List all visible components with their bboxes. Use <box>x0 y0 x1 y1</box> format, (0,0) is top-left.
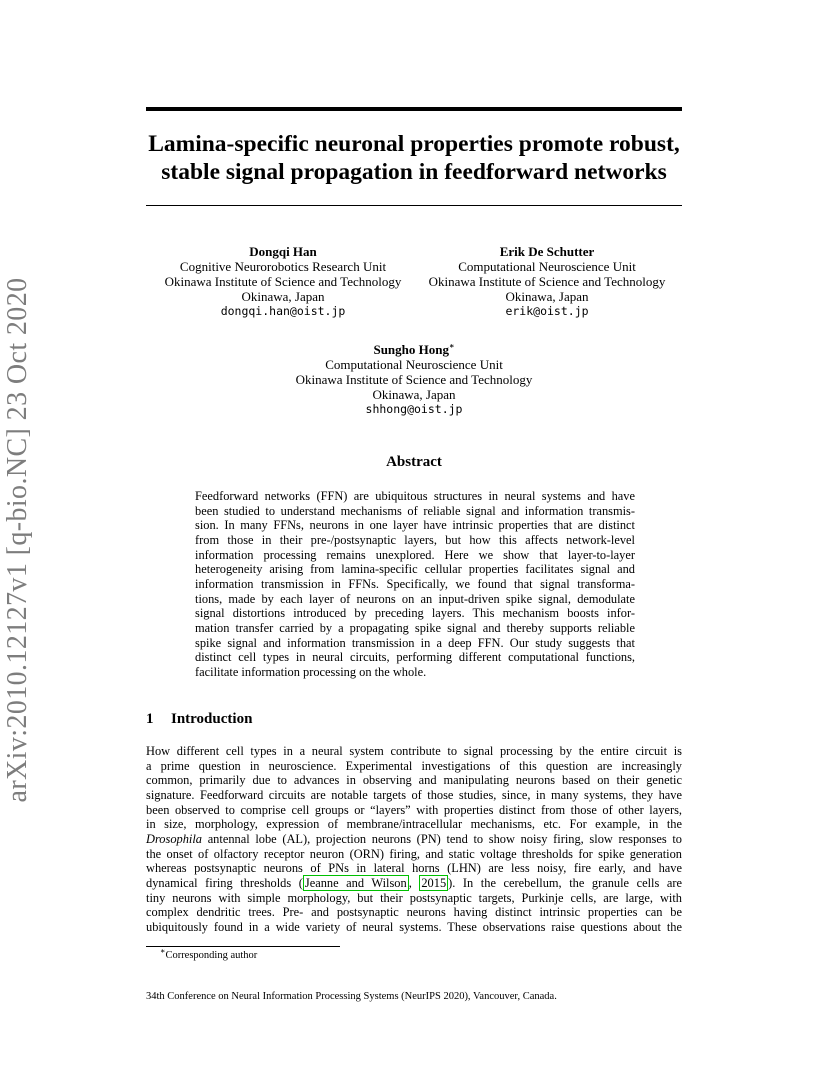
abstract-line: mation transfer carried by a propagating spike signal and thereby supports reliable <box>195 620 635 635</box>
author-location: Okinawa, Japan <box>372 387 456 402</box>
intro-line: signature. Feedforward circuits are notable targets of those studies, since, in many systems, they have <box>146 787 682 802</box>
author-block <box>414 244 680 319</box>
arxiv-identifier <box>2 277 46 803</box>
intro-line <box>146 876 682 891</box>
abstract-body <box>195 489 635 680</box>
introduction-body <box>146 744 682 935</box>
intro-line: complex dendritic trees. Pre- and postsynaptic neurons having distinct intrinsic properties can be <box>146 905 682 920</box>
footnote <box>160 946 258 961</box>
title-line: Lamina-specific neuronal properties promote robust, <box>148 131 680 157</box>
abstract-line: heterogeneity arising from lamina-specific cellular properties facilitates signal and <box>195 562 635 577</box>
abstract-line: tions, made by each layer of neurons on an input-driven spike signal, demodulate <box>195 591 635 606</box>
author-affiliation: Okinawa Institute of Science and Technology <box>164 274 402 289</box>
citation-separator: , <box>408 875 420 890</box>
author-name: Dongqi Han <box>249 244 317 259</box>
paper-title <box>146 130 682 186</box>
intro-line-text: dynamical firing thresholds ( <box>146 875 303 890</box>
corresponding-mark: ∗ <box>448 341 455 351</box>
abstract-line: information processing remains unexplored. Here we show that layer-to-layer <box>195 547 635 562</box>
author-location: Okinawa, Japan <box>241 289 325 304</box>
intro-line: whereas postsynaptic neurons of PNs in lateral horns (LHN) are less noisy, fire early, and have <box>146 861 682 876</box>
intro-line: in size, morphology, expression of membrane/intracellular mechanisms, etc. For example, in the <box>146 817 682 832</box>
abstract-line: information transmission in FFNs. Specifically, we found that signal transforma- <box>195 576 635 591</box>
abstract-line: distinct cell types in neural circuits, performing different computational functions, <box>195 650 635 665</box>
author-affiliation: Computational Neuroscience Unit <box>325 357 503 372</box>
author-block <box>264 342 564 417</box>
abstract-line: been studied to understand mechanisms of reliable signal and information transmis- <box>195 503 635 518</box>
intro-line <box>146 832 682 847</box>
title-rule-bottom <box>146 205 682 206</box>
section-number: 1 <box>146 711 154 727</box>
author-name-text: Sungho Hong <box>373 342 449 357</box>
intro-line: a prime question in neuroscience. Experimental investigations of this question are increasingly <box>146 758 682 773</box>
author-email[interactable]: erik@oist.jp <box>505 304 589 318</box>
abstract-line: facilitate information processing on the whole. <box>195 664 427 679</box>
intro-line: How different cell types in a neural system contribute to signal processing by the entire circuit is <box>146 744 682 758</box>
abstract-heading: Abstract <box>386 454 442 470</box>
title-line: stable signal propagation in feedforward networks <box>161 159 667 185</box>
author-affiliation: Okinawa Institute of Science and Technology <box>428 274 666 289</box>
abstract-line: sion. In many FFNs, neurons in one layer have intrinsic properties that are distinct <box>195 518 635 533</box>
abstract-line: spike signal and information transmission in a deep FFN. Our study suggests that <box>195 635 635 650</box>
author-affiliation: Okinawa Institute of Science and Technology <box>295 372 533 387</box>
author-affiliation: Cognitive Neurorobotics Research Unit <box>179 259 387 274</box>
citation-link[interactable]: Jeanne and Wilson <box>304 875 407 890</box>
intro-line: common, primarily due to advances in observing and manipulating neurons based on their genetic <box>146 773 682 788</box>
footnote-mark: ∗ <box>160 946 166 956</box>
author-location: Okinawa, Japan <box>505 289 589 304</box>
title-rule-top <box>146 107 682 111</box>
intro-line: ubiquitously found in a wide variety of neural systems. These observations raise questions about the <box>146 919 682 934</box>
author-name <box>264 342 564 357</box>
arxiv-identifier-text: arXiv:2010.12127v1 [q-bio.NC] 23 Oct 2020 <box>2 277 33 803</box>
intro-line: been observed to comprise cell groups or “layers” with properties distinct from those of other layers, <box>146 802 682 817</box>
footnote-text: Corresponding author <box>165 950 258 961</box>
author-affiliation: Computational Neuroscience Unit <box>458 259 636 274</box>
intro-line: the onset of olfactory receptor neuron (ORN) firing, and static voltage thresholds for spike generation <box>146 846 682 861</box>
footnote-rule <box>146 946 340 947</box>
author-email[interactable]: shhong@oist.jp <box>365 402 463 416</box>
section-heading-introduction <box>146 711 252 728</box>
species-name: Drosophila <box>146 831 202 846</box>
abstract-line: from those in their pre-/postsynaptic layers, but how this affects network-level <box>195 532 635 547</box>
intro-line: tiny neurons with simple morphology, but their postsynaptic targets, Purkinje cells, are large, with <box>146 890 682 905</box>
intro-line-text: ). In the cerebellum, the granule cells are <box>448 875 683 890</box>
author-block <box>150 244 416 319</box>
conference-notice: 34th Conference on Neural Information Processing Systems (NeurIPS 2020), Vancouver, Canada. <box>146 991 557 1002</box>
author-email[interactable]: dongqi.han@oist.jp <box>220 304 346 318</box>
abstract-line: Feedforward networks (FFN) are ubiquitous structures in neural systems and have <box>195 489 635 503</box>
section-title: Introduction <box>171 711 253 727</box>
citation-year-link[interactable]: 2015 <box>421 875 447 890</box>
abstract-line: signal distortions introduced by preceding layers. This mechanism boosts infor- <box>195 606 635 621</box>
intro-line-text: antennal lobe (AL), projection neurons (PN) tend to show noisy firing, slow responses to <box>207 831 682 846</box>
author-name: Erik De Schutter <box>499 244 595 259</box>
